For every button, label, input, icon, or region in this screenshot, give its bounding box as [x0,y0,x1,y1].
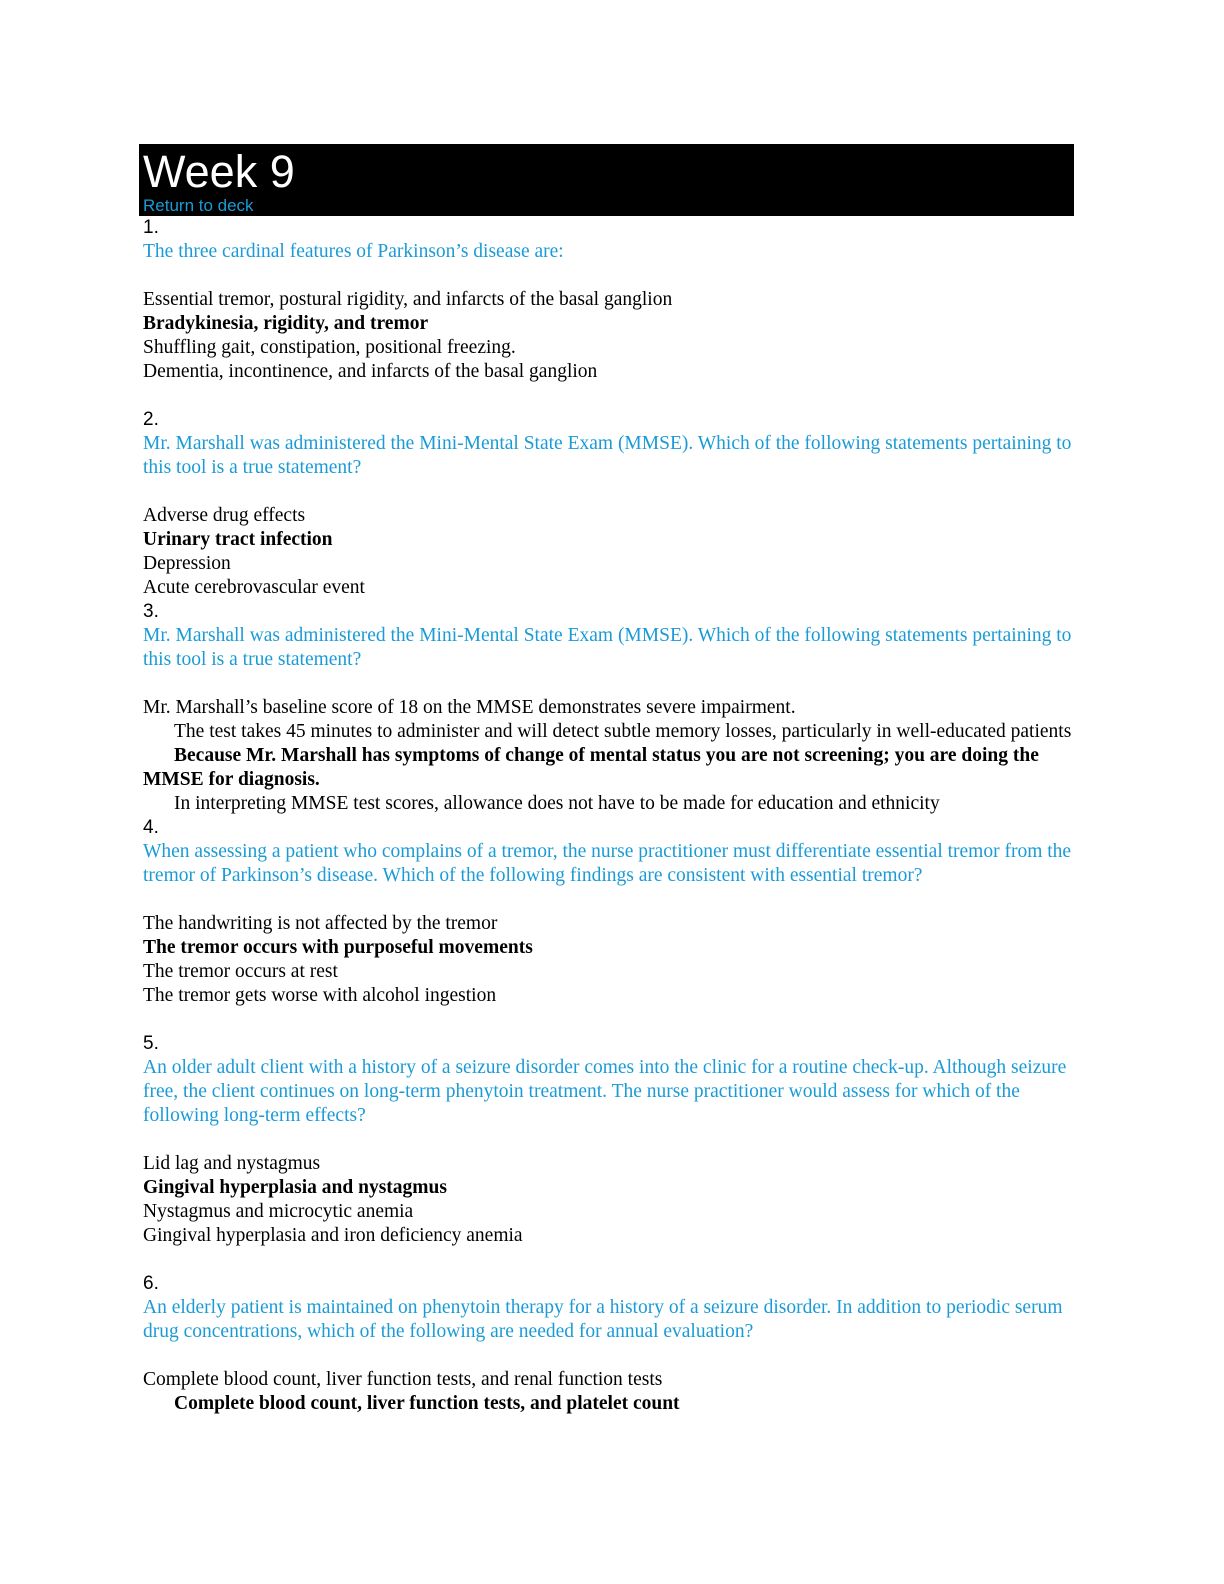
question-text: An elderly patient is maintained on phenytoin therapy for a history of a seizure disorder. In addition to periodic serum drug concentrations, which of the following are needed for annual evaluation? [143,1297,1063,1342]
question-number: 6. [143,1273,159,1294]
question-6 [143,1272,1074,1416]
question-1 [143,216,1074,408]
question-number: 5. [143,1033,159,1054]
correct-answer-option: Gingival hyperplasia and nystagmus [143,1177,447,1198]
answer-option: In interpreting MMSE test scores, allowance does not have to be made for education and ethnicity [174,793,940,814]
answer-option: Mr. Marshall’s baseline score of 18 on the MMSE demonstrates severe impairment. [143,697,796,718]
deck-header [139,144,1074,216]
question-text: An older adult client with a history of a seizure disorder comes into the clinic for a routine check-up. Although seizure free, the client continues on long-term phenytoin treatment. The nurse practitioner would assess for which of the following long-term effects? [143,1057,1067,1126]
question-number: 1. [143,217,159,238]
correct-answer-option: Bradykinesia, rigidity, and tremor [143,313,429,334]
answer-option: Dementia, incontinence, and infarcts of the basal ganglion [143,361,598,382]
answer-option: The test takes 45 minutes to administer and will detect subtle memory losses, particularly in well-educated patients [174,721,1072,742]
answer-option: Acute cerebrovascular event [143,577,365,598]
question-number: 4. [143,817,159,838]
page-title: Week 9 [143,146,295,197]
answer-option: The tremor occurs at rest [143,961,338,982]
question-text: Mr. Marshall was administered the Mini-Mental State Exam (MMSE). Which of the following statements pertaining to this tool is a true statement? [143,433,1072,478]
question-5 [143,1032,1074,1272]
answer-option: Depression [143,553,231,574]
question-list [139,216,1074,1416]
answer-option: The handwriting is not affected by the tremor [143,913,498,934]
answer-option: Lid lag and nystagmus [143,1153,321,1174]
correct-answer-option: Because Mr. Marshall has symptoms of change of mental status you are not screening; you are doing the MMSE for diagnosis. [143,745,1039,790]
answer-option: Essential tremor, postural rigidity, and infarcts of the basal ganglion [143,289,673,310]
answer-option: Shuffling gait, constipation, positional freezing. [143,337,516,358]
question-text: When assessing a patient who complains of a tremor, the nurse practitioner must differentiate essential tremor from the tremor of Parkinson’s disease. Which of the following findings are consistent with essential tremor? [143,841,1072,886]
answer-option: Nystagmus and microcytic anemia [143,1201,414,1222]
answer-option: The tremor gets worse with alcohol ingestion [143,985,497,1006]
question-number: 2. [143,409,159,430]
correct-answer-option: Complete blood count, liver function tests, and platelet count [174,1393,680,1414]
question-2 [143,408,1074,600]
question-4 [143,816,1074,1032]
correct-answer-option: The tremor occurs with purposeful movements [143,937,533,958]
question-number: 3. [143,601,159,622]
question-text: The three cardinal features of Parkinson’s disease are: [143,241,564,262]
question-text: Mr. Marshall was administered the Mini-Mental State Exam (MMSE). Which of the following statements pertaining to this tool is a true statement? [143,625,1072,670]
document-page [139,144,1074,1416]
return-to-deck-link[interactable]: Return to deck [143,196,254,215]
answer-option: Gingival hyperplasia and iron deficiency anemia [143,1225,523,1246]
question-3 [143,600,1074,816]
answer-option: Adverse drug effects [143,505,306,526]
correct-answer-option: Urinary tract infection [143,529,333,550]
answer-option: Complete blood count, liver function tests, and renal function tests [143,1369,663,1390]
